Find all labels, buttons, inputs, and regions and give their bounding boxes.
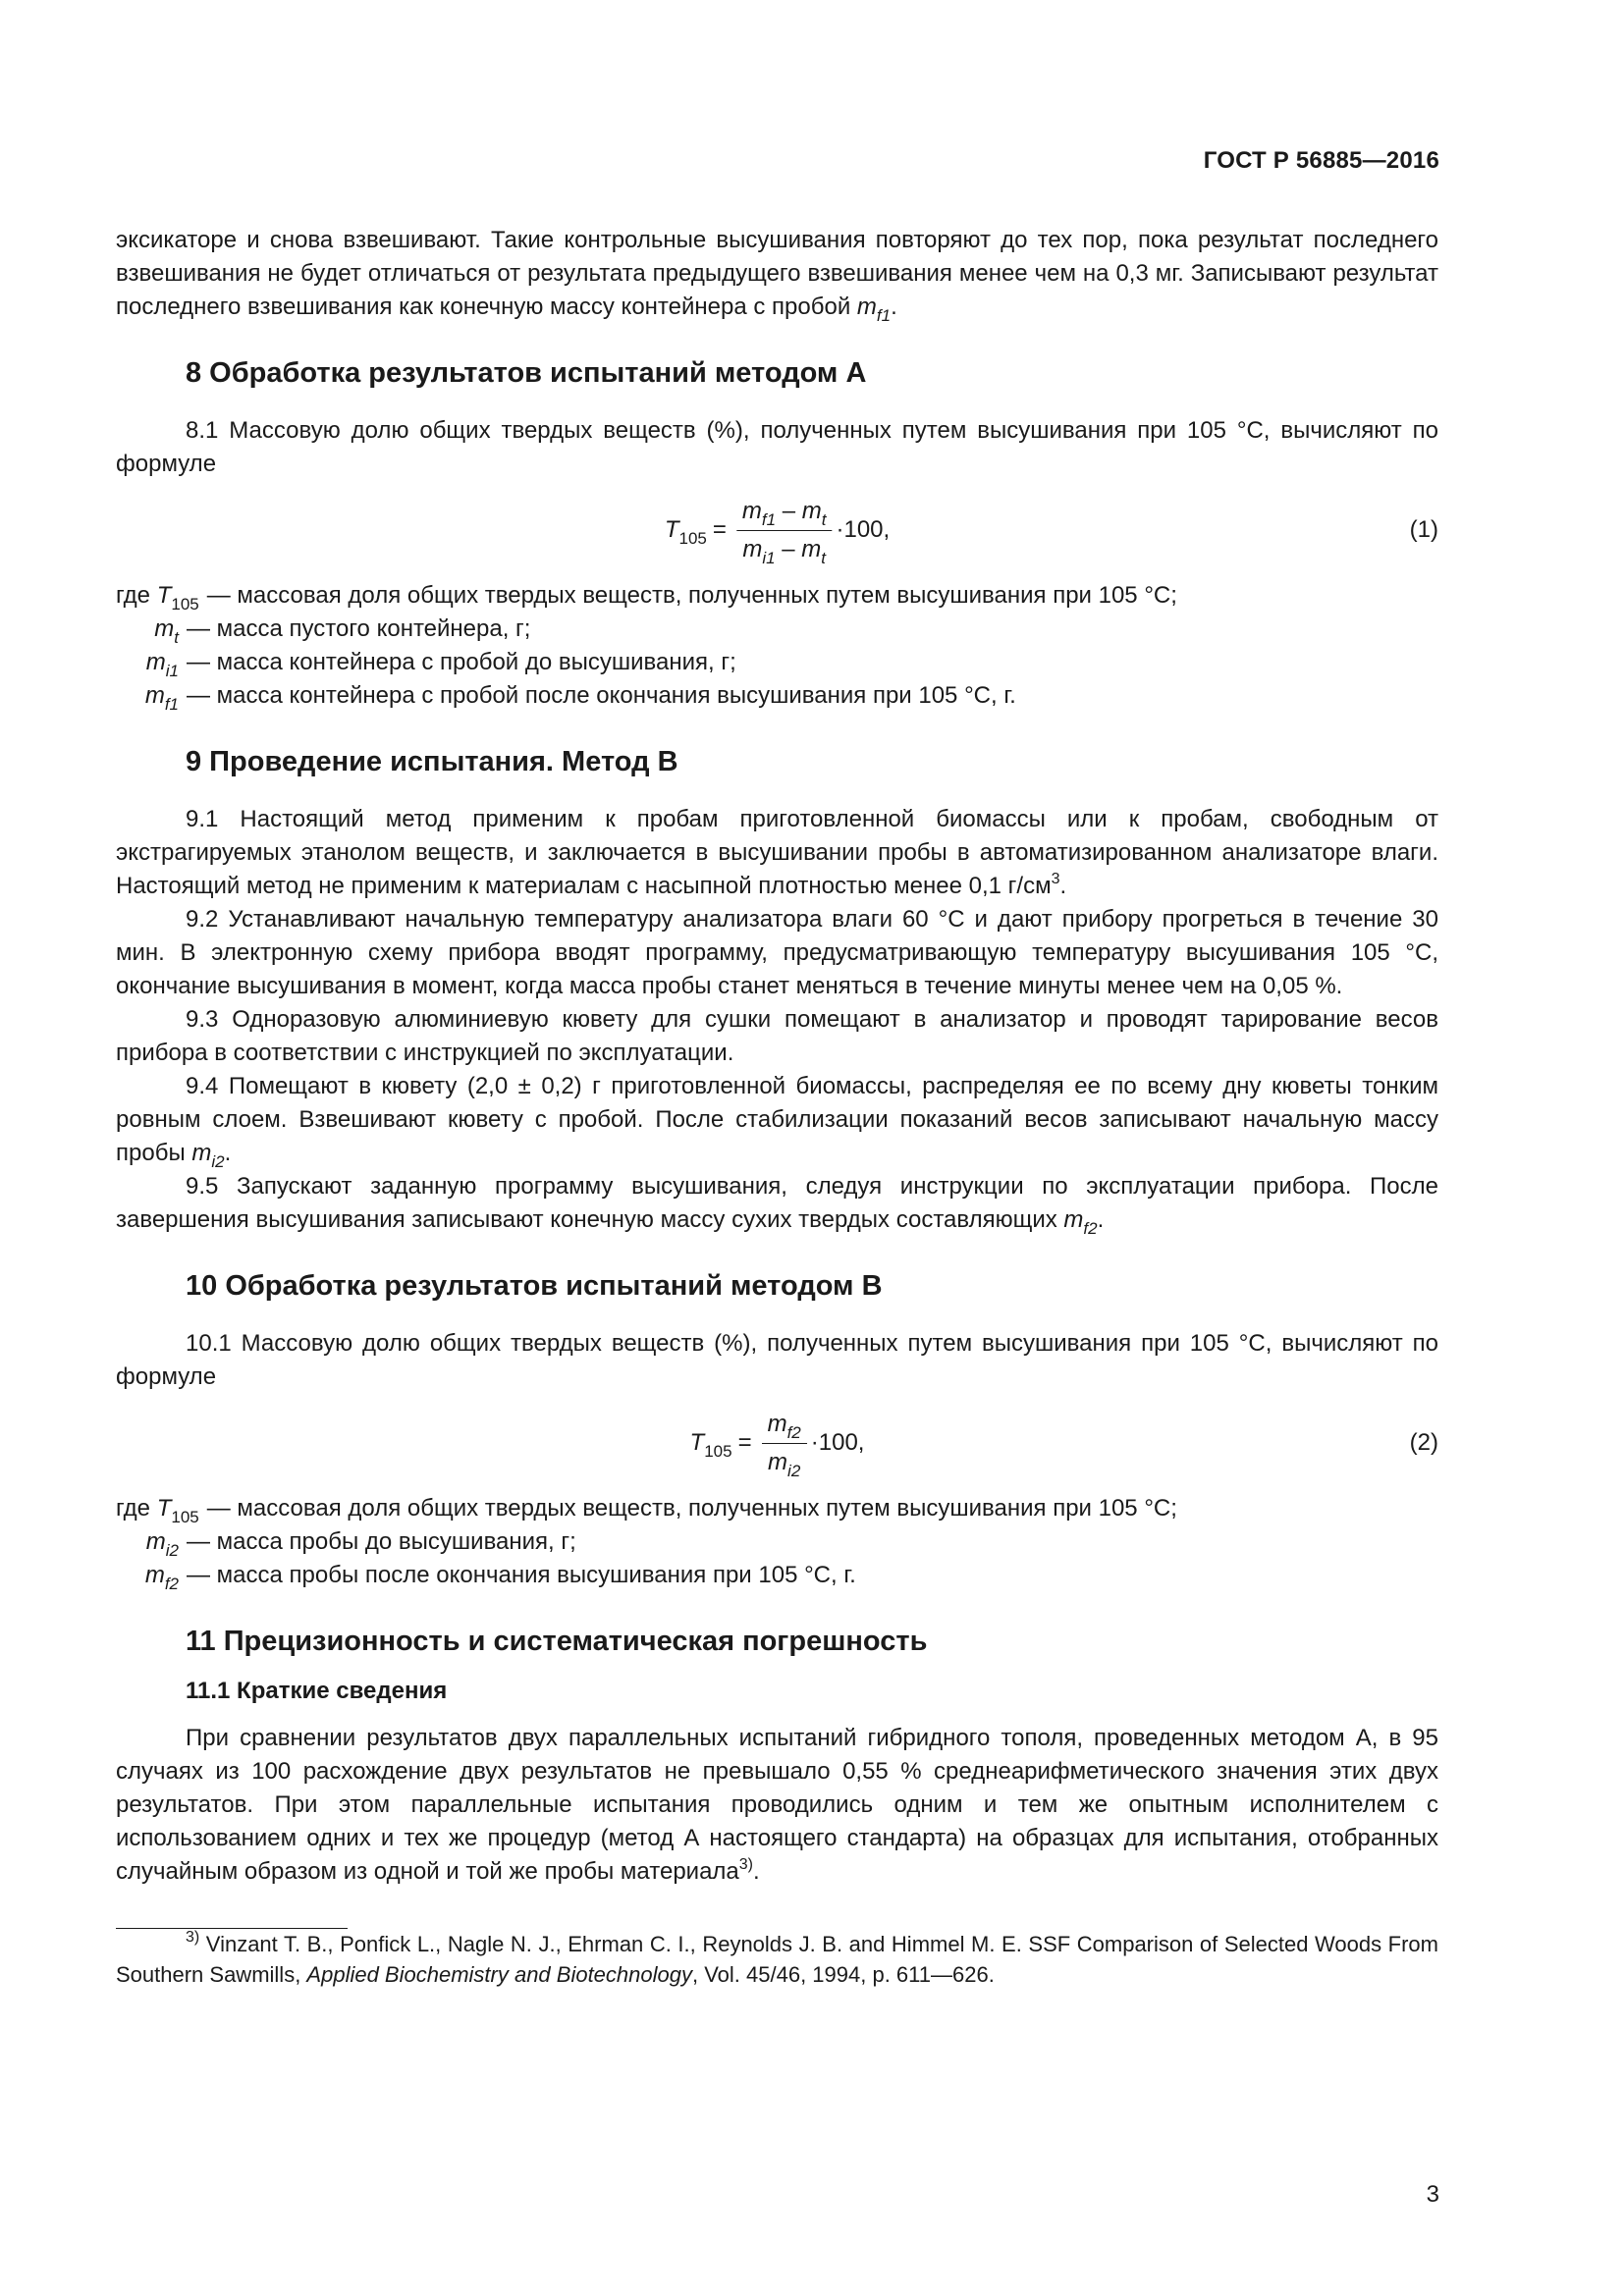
document-body <box>116 224 1438 1990</box>
formula-2-fraction: $\frac{m_{f2}}{m_{i2}}$ <box>762 1410 807 1477</box>
formula-2-number: (2) <box>1409 1429 1438 1456</box>
section-11-title: 11 Прецизионность и систематическая погрешность <box>186 1626 928 1657</box>
para-9-2: 9.2 Устанавливают начальную температуру анализатора влаги 60 °С и дают прибору прогреться в течение 30 мин. В электронную схему прибора вводят программу, предусматривающую температуру высушивания 105 °С, окончание высушивания в момент, когда масса пробы станет меняться в течение минуты менее чем на 0,05 %. <box>116 906 1438 999</box>
formula-2: $T_{105}$ = $\frac{m_{f2}}{m_{i2}}$ ·100, (2) <box>689 1410 1438 1480</box>
footnote-3: $^{3)}$ Vinzant T. B., Ponfick L., Nagle N. J., Ehrman C. I., Reynolds J. B. and Himmel M. E. SSF Comparison of Selected Woods From Southern Sawmills, Applied Biochemistry and Biotechnology, Vol. 45/46, 1994, p. 611—626. <box>116 1929 1438 1987</box>
para-8-1: 8.1 Массовую долю общих твердых веществ (%), полученных путем высушивания при 105 °С, вычисляют по формуле <box>116 417 1438 477</box>
para-9-1: 9.1 Настоящий метод применим к пробам приготовленной биомассы или к пробам, свободным от экстрагируемых этанолом веществ, и заключается в высушивании пробы в автоматизированном анализаторе влаги. Настоящий метод не применим к материалам с насыпной плотностью менее 0,1 $г/см^3$. <box>116 806 1438 899</box>
formula-1: $T_{105}$ = $\frac{m_{f1} - m_t}{m_{i1} - m_t}$ ·100, (1) <box>664 497 1438 567</box>
section-8-title: 8 Обработка результатов испытаний методом А <box>186 357 867 389</box>
para-9-3: 9.3 Одноразовую алюминиевую кювету для сушки помещают в анализатор и проводят тарирование весов прибора в соответствии с инструкцией по эксплуатации. <box>116 1006 1438 1066</box>
legend-8: где $T_{105}$ — массовая доля общих твердых веществ, полученных путем высушивания при 105 °С; $m_t$ — масса пустого контейнера, г; $m_{i1}$ — масса контейнера с пробой до высушивания, г; $m_{f1}$ — масса контейнера с пробой после окончания высушивания при 105 °С, г. <box>116 582 1177 714</box>
intro-paragraph: эксикаторе и снова взвешивают. Такие контрольные высушивания повторяют до тех пор, пока результат последнего взвешивания не будет отличаться от результата предыдущего взвешивания менее чем на 0,3 мг. Записывают результат последнего взвешивания как конечную массу контейнера с пробой $m_{f1}$. <box>116 227 1438 325</box>
section-9-title: 9 Проведение испытания. Метод В <box>186 746 678 777</box>
legend-10: где $T_{105}$ — массовая доля общих твердых веществ, полученных путем высушивания при 105 °С; $m_{i2}$ — масса пробы до высушивания, г; $m_{f2}$ — масса пробы после окончания высушивания при 105 °С, г. <box>116 1495 1177 1593</box>
page-number: 3 <box>1426 2181 1439 2208</box>
formula-1-fraction: $\frac{m_{f1} - m_t}{m_{i1} - m_t}$ <box>736 497 833 564</box>
para-9-4: 9.4 Помещают в кювету (2,0 ± 0,2) г приготовленной биомассы, распределяя ее по всему дну кюветы тонким ровным слоем. Взвешивают кювету с пробой. После стабилизации показаний весов записывают начальную массу пробы $m_{i2}$. <box>116 1073 1438 1171</box>
para-11-1: При сравнении результатов двух параллельных испытаний гибридного тополя, проведенных методом А, в 95 случаях из 100 расхождение двух результатов не превышало 0,55 % среднеарифметического значения этих двух результатов. При этом параллельные испытания проводились одним и тем же опытным исполнителем с использованием одних и тех же процедур (метод А настоящего стандарта) на образцах для испытания, отобранных случайным образом из одной и той же пробы материала$^{3)}$. <box>116 1725 1438 1885</box>
subsection-11-1-title: 11.1 Краткие сведения <box>186 1678 448 1704</box>
page-header-standard-id: ГОСТ Р 56885—2016 <box>1203 147 1439 174</box>
formula-1-number: (1) <box>1409 516 1438 543</box>
section-10-title: 10 Обработка результатов испытаний методом В <box>186 1270 883 1302</box>
para-9-5: 9.5 Запускают заданную программу высушивания, следуя инструкции по эксплуатации прибора. После завершения высушивания записывают конечную массу сухих твердых составляющих $m_{f2}$. <box>116 1173 1438 1238</box>
para-10-1: 10.1 Массовую долю общих твердых веществ (%), полученных путем высушивания при 105 °С, вычисляют по формуле <box>116 1330 1438 1390</box>
